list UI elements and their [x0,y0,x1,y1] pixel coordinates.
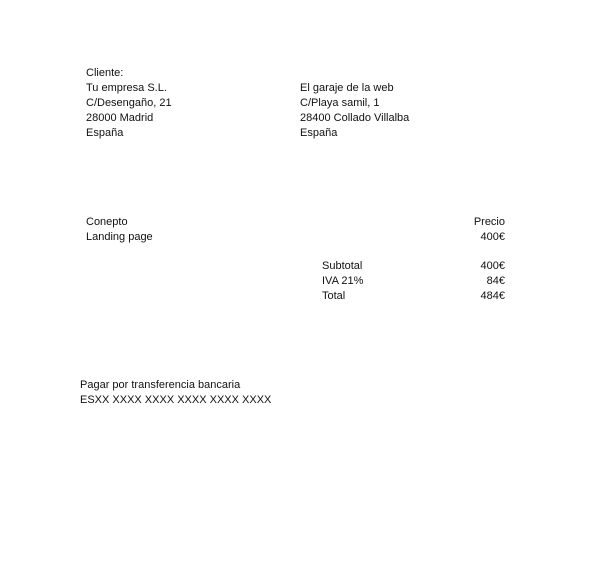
client-heading: Cliente: [86,67,124,79]
line-item-price: 400€ [480,231,505,243]
concept-column-header: Conepto [86,216,128,228]
price-column-header: Precio [473,216,505,228]
total-value: 484€ [480,290,505,302]
client-country: España [86,127,124,139]
client-street: C/Desengaño, 21 [86,97,172,109]
client-address-block [86,66,172,141]
totals-values [481,259,505,304]
payment-info [80,378,271,408]
vendor-country: España [300,127,338,139]
line-item-concept: Landing page [86,231,153,243]
subtotal-label: Subtotal [322,260,363,272]
vendor-city: 28400 Collado Villalba [300,112,410,124]
tax-value: 84€ [486,275,505,287]
iban-number: ESXX XXXX XXXX XXXX XXXX XXXX [80,394,272,406]
client-city: 28000 Madrid [86,112,154,124]
payment-instruction: Pagar por transferencia bancaria [80,379,241,391]
vendor-name: El garaje de la web [300,82,394,94]
client-name: Tu empresa S.L. [86,82,167,94]
total-label: Total [322,290,346,302]
tax-label: IVA 21% [322,275,364,287]
totals-labels [322,259,363,304]
subtotal-value: 400€ [480,260,505,272]
vendor-street: C/Playa samil, 1 [300,97,380,109]
vendor-address-block [300,81,409,141]
